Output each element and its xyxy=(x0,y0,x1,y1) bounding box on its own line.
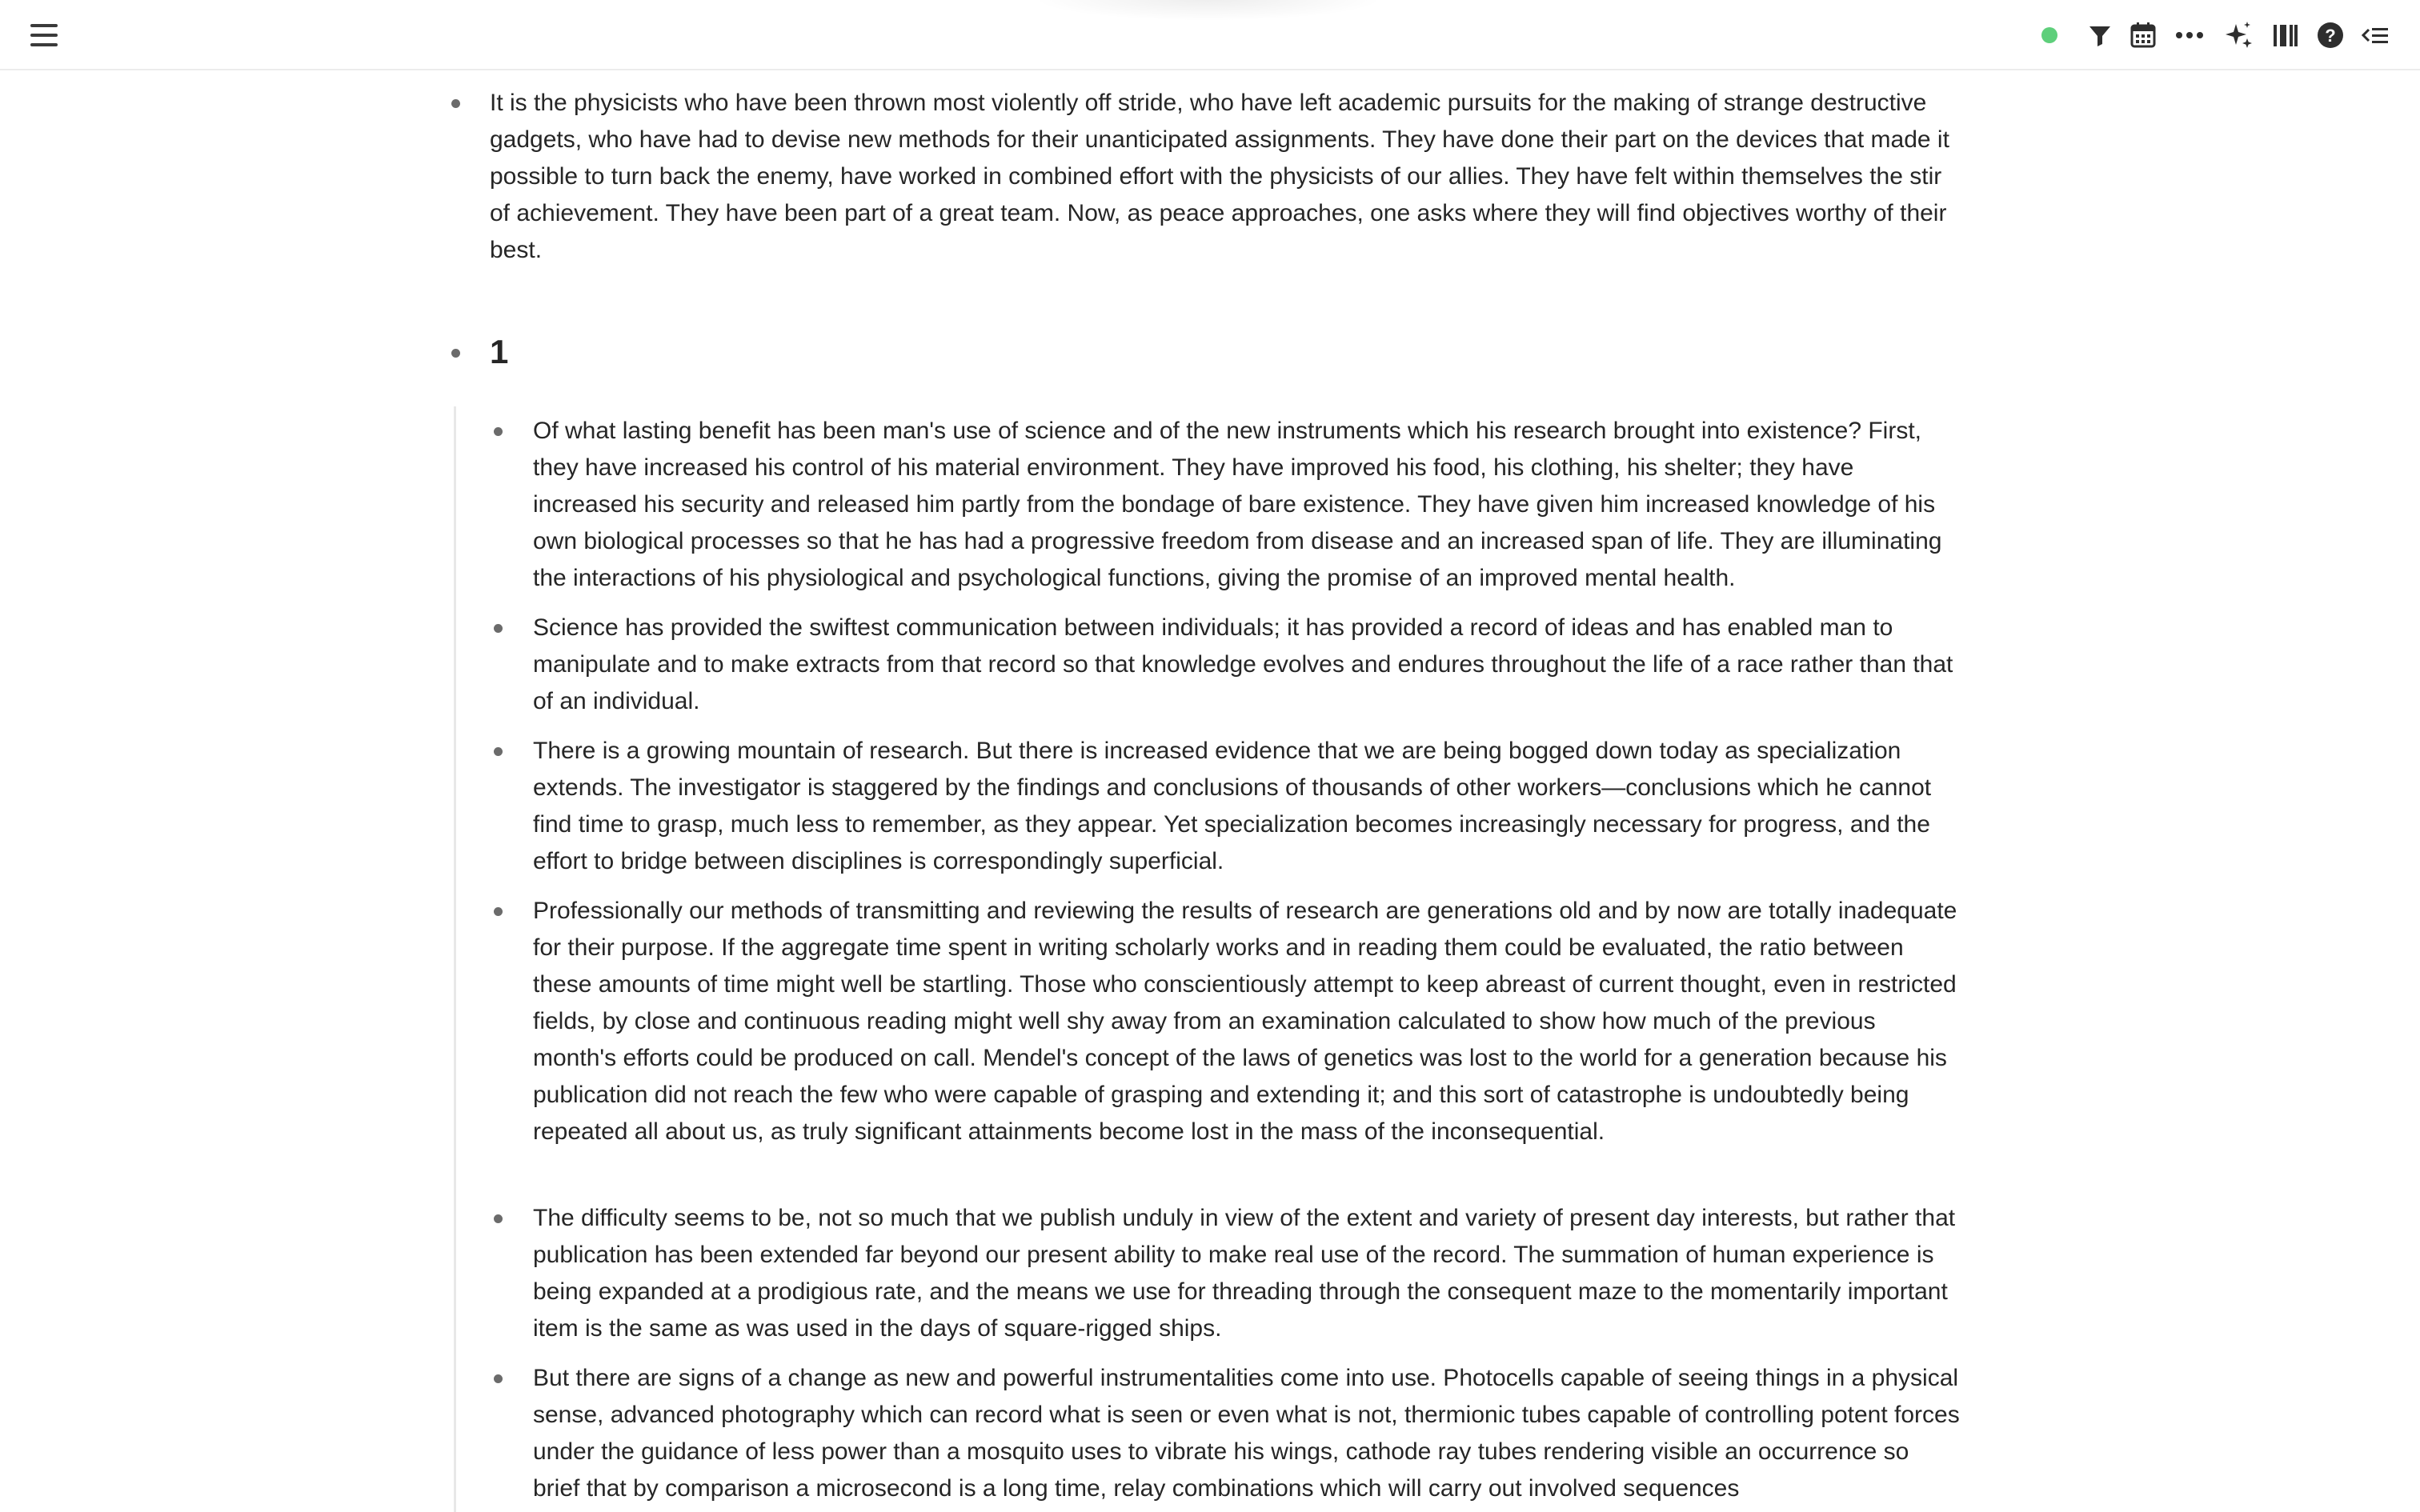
outline-block[interactable]: Professionally our methods of transmitting and reviewing the results of research are generations old and by now are totally inadequate for their purpose. If the aggregate time spent in writing scholarly works and in reading them could be evaluated, the ratio between these amounts of time might well be startling. Those who conscientiously attempt to keep abreast of current thought, even in restricted fields, by close and continuous reading might well shy away from an examination calculated to show how much of the previous month's efforts could be produced on call. Mendel's concept of the laws of genetics was lost to the world for a generation because his publication did not reach the few who were capable of grasping and extending it; and this sort of catastrophe is undoubtedly being repeated all about us, as truly significant attainments become lost in the mass of the inconsequential. xyxy=(533,898,1957,1145)
outline-collapse-icon[interactable] xyxy=(2359,19,2391,51)
outline-block[interactable]: Science has provided the swiftest communication between individuals; it has provided a record of ideas and has enabled man to manipulate and to make extracts from that record so that knowledge evolves and endures throughout the life of a race rather than that of an individual. xyxy=(533,614,1953,714)
outline-block[interactable]: There is a growing mountain of research. But there is increased evidence that we are being bogged down today as specialization extends. The investigator is staggered by the findings and conclusions of thousands of other workers—conclusions which he cannot find time to grasp, much less to remember, as they appear. Yet specialization becomes increasingly necessary for progress, and the effort to bridge between disciplines is correspondingly superficial. xyxy=(533,738,1932,874)
indent-guide-line[interactable] xyxy=(454,406,456,1512)
more-icon[interactable] xyxy=(2174,19,2206,51)
outline-block-intro[interactable]: It is the physicists who have been thrown most violently off stride, who have left academic pursuits for the making of strange destructive gadgets, who have had to devise new methods for their unanticipated assignments. They have done their part on the devices that made it possible to turn back the enemy, have worked in combined effort with the physicists of our allies. They have felt within themselves the stir of achievement. They have been part of a great team. Now, as peace approaches, one asks where they will find objectives worthy of their best. xyxy=(490,90,1949,263)
bullet-icon[interactable] xyxy=(494,1374,503,1383)
toolbar-shadow-decoration xyxy=(1032,0,1384,21)
outline-block[interactable]: Of what lasting benefit has been man's use of science and of the new instruments which his research brought into existence? First, they have increased his control of his material environment. They have improved his food, his clothing, his shelter; they have increased his security and released him partly from the bondage of bare existence. They have given him increased knowledge of his own biological processes so that he has had a progressive freedom from disease and an increased span of life. They are illuminating the interactions of his physiological and psychological functions, giving the promise of an improved mental health. xyxy=(533,418,1942,591)
ai-sparkle-icon[interactable] xyxy=(2223,19,2255,51)
calendar-icon[interactable] xyxy=(2127,19,2159,51)
help-icon[interactable] xyxy=(2314,19,2346,51)
bullet-icon[interactable] xyxy=(494,907,503,916)
bullet-icon[interactable] xyxy=(494,624,503,633)
board-view-icon[interactable] xyxy=(2270,19,2302,51)
bullet-icon[interactable] xyxy=(451,349,460,358)
bullet-icon[interactable] xyxy=(451,99,460,108)
outline-heading[interactable]: 1 xyxy=(490,333,509,370)
top-toolbar xyxy=(0,0,2420,70)
sync-status-dot xyxy=(2041,27,2057,43)
bullet-icon[interactable] xyxy=(494,747,503,756)
outline-block[interactable]: But there are signs of a change as new and powerful instrumentalities come into use. Photocells capable of seeing things in a physical sense, advanced photography which can record what is seen or even what is not, thermionic tubes capable of controlling potent forces under the guidance of less power than a mosquito uses to vibrate his wings, cathode ray tubes rendering visible an occurrence so brief that by comparison a microsecond is a long time, relay combinations which will carry out involved sequences xyxy=(533,1365,1960,1502)
bullet-icon[interactable] xyxy=(494,1214,503,1223)
svg-text:?: ? xyxy=(2325,26,2336,46)
outline-block[interactable]: The difficulty seems to be, not so much that we publish unduly in view of the extent and variety of present day interests, but rather that publication has been extended far beyond our present ability to make real use of the record. The summation of human experience is being expanded at a prodigious rate, and the means we use for threading through the consequent maze to the momentarily important item is the same as was used in the days of square-rigged ships. xyxy=(533,1205,1956,1342)
filter-icon[interactable] xyxy=(2084,19,2116,51)
bullet-icon[interactable] xyxy=(494,427,503,436)
hamburger-menu-icon[interactable] xyxy=(29,21,61,50)
